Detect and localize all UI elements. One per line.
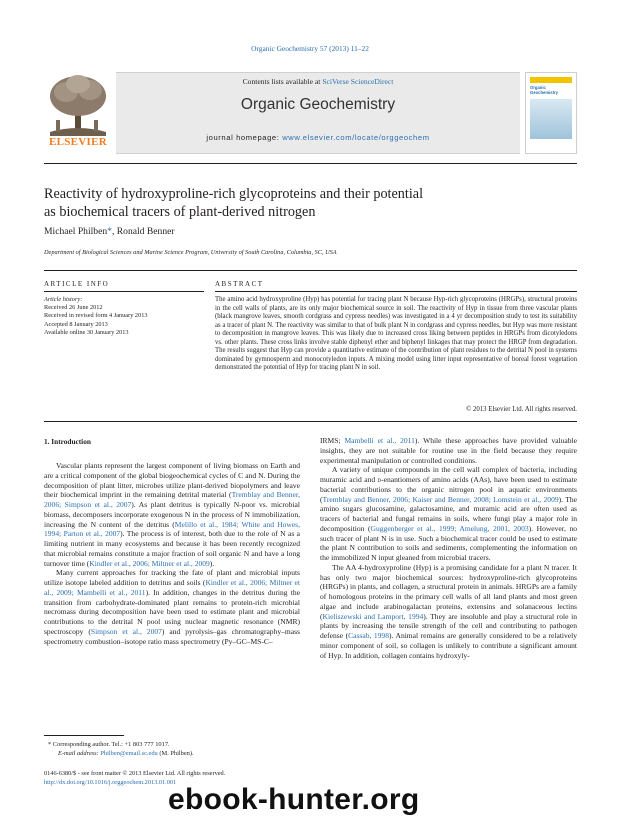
citation-link[interactable]: Mambelli et al., 2011 (344, 436, 415, 445)
corresponding-text: Corresponding author. Tel.: +1 803 777 1017. (51, 741, 170, 748)
text-run: ). In addition, changes in the detritus during the transition from carbohydrate-dominated plant remains to protein-rich microbial necromass during decomposition have been used to estimate plant and microbial contributions to the detrital N pool using nuclear magnetic resonance (NMR) spectroscopy ( (44, 587, 301, 636)
online-date: Available online 30 January 2013 (44, 328, 129, 336)
homepage-prefix: journal homepage: (206, 133, 283, 142)
text-run: ) and pyrolysis–gas chromatography–mass spectrometry combustion–isotope ratio mass spectrometry (Py–GC–MS-C– (44, 626, 300, 646)
cover-band (530, 77, 572, 83)
abstract-end-rule (44, 421, 577, 422)
divider-rule (44, 270, 577, 271)
text-run: ). (209, 558, 215, 568)
citation-link[interactable]: Tremblay and Benner, 2006; Kaiser and Benner, 2008; Lomstein et al., 2009 (322, 494, 559, 504)
journal-homepage (116, 133, 520, 142)
text-run: A variety of unique compounds in the cell wall complex of bacteria, including muramic acid and (320, 465, 577, 484)
watermark: ebook-hunter.org (168, 783, 420, 816)
citation-link[interactable]: Kieliszewski and Lamport, 1994 (322, 611, 424, 621)
author-benner: Ronald Benner (116, 226, 175, 237)
text-run: ). They are insoluble and play a structural role in plants by increasing the tensile strength of the cell and contributing to pathogen defense ( (320, 611, 577, 640)
contents-prefix: Contents lists available at (242, 77, 323, 86)
journal-banner (116, 72, 520, 154)
header-rule (44, 163, 577, 164)
corresponding-author-note (44, 740, 300, 749)
intro-paragraph-4 (320, 563, 577, 661)
journal-reference[interactable]: Organic Geochemistry 57 (2013) 11–22 (251, 44, 369, 53)
title-line-1: Reactivity of hydroxyproline-rich glycoproteins and their potential (44, 186, 424, 202)
introduction-heading: 1. Introduction (44, 437, 91, 446)
contents-line (116, 77, 520, 86)
doi-link[interactable]: http://dx.doi.org/10.1016/j.orggeochem.2013.01.001 (44, 779, 177, 786)
received-date: Received 26 June 2012 (44, 304, 103, 312)
revised-date: Received in revised form 4 January 2013 (44, 312, 148, 320)
text-run: Many current approaches for tracking the fate of plant and microbial inputs utilize isotope labeled addition to detritus and soils ( (44, 568, 300, 587)
elsevier-logo (44, 72, 112, 154)
publisher-logo-text: ELSEVIER (48, 136, 108, 148)
body-column-right (320, 436, 577, 660)
sciencedirect-link[interactable]: SciVerse ScienceDirect (322, 77, 394, 86)
homepage-link[interactable]: www.elsevier.com/locate/orggeochem (282, 133, 430, 142)
article-info-heading: ARTICLE INFO (44, 280, 110, 288)
history-label: Article history: (44, 296, 83, 303)
email-label: E-mail address: (58, 750, 101, 757)
accepted-date: Accepted 8 January 2013 (44, 320, 108, 328)
text-run: Vascular plants represent the largest component of living biomass on Earth and are a critical component of the global biogeochemical cycles of C and N. During the decomposition of plant litter, microbes utilize plant-derived biopolymers and leave their biochemical imprint in the remaining detrital material ( (44, 461, 300, 500)
title-line-2: as biochemical tracers of plant-derived nitrogen (44, 204, 316, 220)
citation-link[interactable]: Melillo et al., 1984; White and Howes, 1994; Parton et al., 2007 (44, 519, 300, 539)
author-separator: , (111, 226, 117, 237)
email-note (44, 749, 300, 758)
citation-link[interactable]: Kindler et al., 2006; Miltner et al., 2009; Mambelli et al., 2011 (44, 578, 300, 597)
intro-paragraph-2-continued (320, 436, 577, 465)
footnote (44, 740, 300, 758)
author-list (44, 226, 175, 237)
info-rule (44, 291, 204, 292)
corresponding-author-marker[interactable]: * (107, 226, 112, 237)
cover-image (530, 99, 572, 139)
citation-link[interactable]: Tremblay and Benner, 2006; Simpson et al., 2007 (44, 490, 300, 509)
email-link[interactable]: Philben@email.sc.edu (100, 750, 158, 757)
article-history (44, 296, 204, 337)
small-caps-d: d (377, 475, 382, 484)
abstract-rule (215, 291, 577, 292)
email-suffix: (M. Philben). (157, 750, 194, 757)
affiliation: Department of Biological Sciences and Marine Science Program, University of South Carolina, Columbia, SC, USA (44, 249, 337, 256)
text-run: ). The amino sugars glucosamine, galactosamine, and muramic acid are often used as tracers of bacterial and fungal remains in soils, where fungi play a major role in decomposition ( (320, 494, 577, 533)
citation-link[interactable]: Cassab, 1998 (348, 631, 389, 640)
journal-cover-thumbnail (525, 72, 577, 154)
abstract-heading: ABSTRACT (215, 280, 264, 288)
citation-link[interactable]: Kindler et al., 2006; Miltner et al., 2009 (89, 558, 210, 568)
issn-line: 0146-6380/$ - see front matter © 2013 Elsevier Ltd. All rights reserved. (44, 770, 226, 777)
text-run: ). Animal remains are generally considered to be a relatively minor component of soil, so collagen is unlikely to contribute a significant amount of Hyp. In addition, collagen contains hydroxyly- (320, 631, 578, 660)
author-philben: Michael Philben (44, 226, 108, 237)
article-title (44, 185, 564, 221)
citation-link[interactable]: Simpson et al., 2007 (90, 626, 162, 636)
abstract-copyright: © 2013 Elsevier Ltd. All rights reserved. (466, 406, 577, 413)
text-run: IRMS; (320, 436, 345, 445)
citation-link[interactable]: Guggenberger et al., 1999; Amelung, 2001, 2003 (370, 523, 529, 533)
footnote-marker: * (48, 741, 52, 748)
text-run: -enantiomers of amino acids (AAs), have been used to estimate bacterial contributions to the organic nitrogen pool in aquatic environments ( (320, 475, 577, 504)
intro-paragraph-1 (44, 461, 300, 568)
intro-paragraph-3 (320, 465, 577, 563)
journal-title: Organic Geochemistry (240, 96, 396, 113)
text-run: ). While these approaches have provided valuable insights, they are not suitable for routine use in the field because they require experimental manipulation or controlled conditions. (320, 436, 578, 465)
abstract-text: The amino acid hydroxyproline (Hyp) has potential for tracing plant N because Hyp-rich glycoproteins (HRGPs), structural proteins in the cell walls of plants, are its only major biochemical source in soil. The reactivity of Hyp in tissue from three vascular plants (black mangrove leaves, smooth cordgrass and cypress needles) was investigated in a 4 yr decomposition study to test its suitability as a tracer of plant N. The reactivity was similar to that of bulk plant N in cordgrass and cypress needles, but Hyp was more resistant to decomposition in mangrove leaves. This was likely due to increased cross liking between peptides in HRGPs from dicotyledons vs. other plants. These cross links involve stable diphenyl ether and biphenyl linkages that may protect the HRGP from degradation. The results suggest that Hyp can provide a quantitative estimate of the contribution of plant residues to the detrital N pool in systems dominated by gymnosperm and monocotyledon inputs. A mixing model using litter input representative of boreal forest vegetation demonstrated the potential of Hyp for tracing plant N in soil. (215, 296, 577, 372)
text-run: ). As plant detritus is typically N-poor vs. microbial biomass, decomposers incorporate exogenous N in the process of N immobilization, increasing the N content of the detritus ( (44, 500, 300, 529)
text-run: ). The process is of interest, both due to the role of N as a limiting nutrient in many ecosystems and because it has been recently recognized that microbial remains constitute a major fraction of soil organic N and have a long turnover time ( (44, 529, 300, 568)
text-run: ). However, no such tracer of plant N is in use. Such a biochemical tracer could be used to estimate the plant N contribution to soils and sediments, complementing the information on the immobilized N input gleaned from microbial tracers. (320, 523, 577, 562)
intro-paragraph-2 (44, 568, 300, 646)
cover-title: Organic Geochemistry (530, 85, 558, 95)
text-run: The AA 4-hydroxyproline (Hyp) is a promising candidate for a plant N tracer. It has only two major biochemical sources: hydroxyproline-rich glycoproteins (HRGPs) in plants, and collagen, a structural protein in animals. HRGPs are a family of homologous proteins in the primary cell walls of all land plants and most green algae and include arabinogalactan proteins, extensins and solanaceous lectins ( (320, 562, 577, 621)
footnote-rule (44, 735, 124, 736)
body-column-left (44, 461, 300, 646)
